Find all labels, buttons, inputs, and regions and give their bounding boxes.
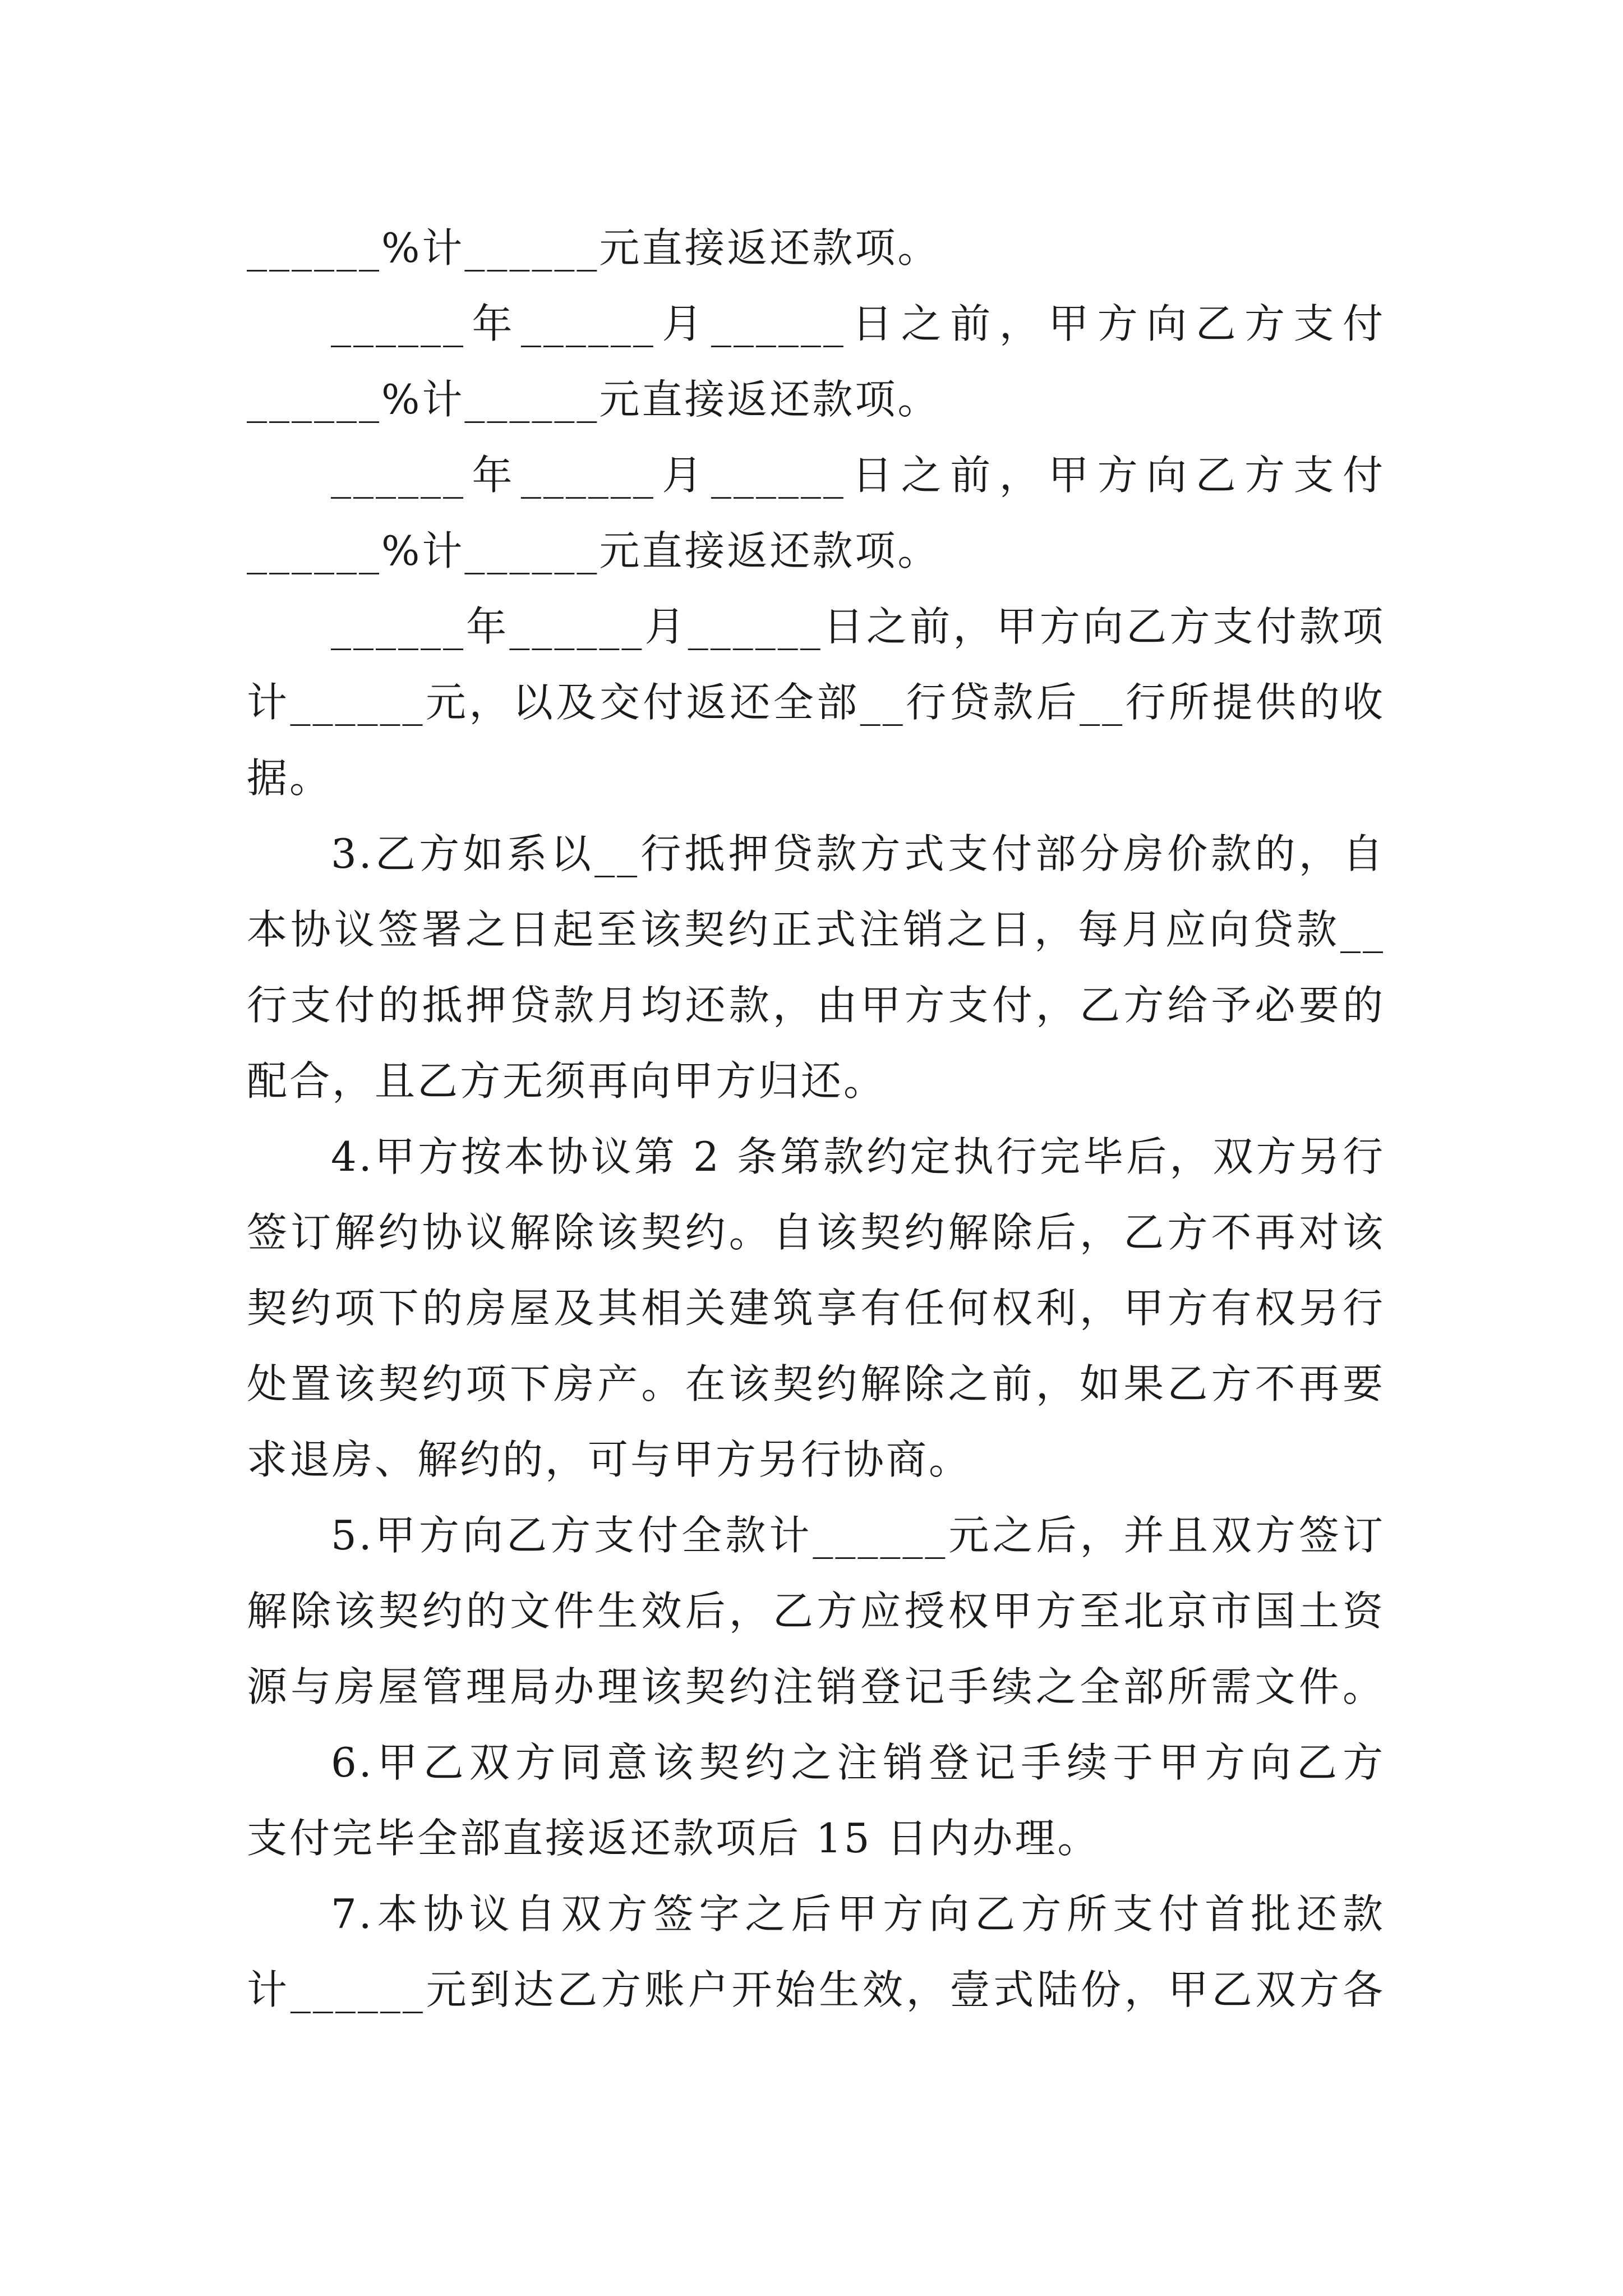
text-line: ______%计______元直接返还款项。 (247, 376, 940, 423)
text-line: 行支付的抵押贷款月均还款，由甲方支付，乙方给予必要的 (247, 982, 1385, 1029)
text-line: 契约项下的房屋及其相关建筑享有任何权利，甲方有权另行 (247, 1285, 1385, 1332)
text-line: 源与房屋管理局办理该契约注销登记手续之全部所需文件。 (247, 1663, 1385, 1710)
text-line: 本协议签署之日起至该契约正式注销之日，每月应向贷款__ (247, 906, 1385, 953)
text-line: 支付完毕全部直接返还款项后 15 日内办理。 (247, 1815, 1100, 1862)
text-line: 求退房、解约的，可与甲方另行协商。 (247, 1436, 972, 1483)
text-line: 5.甲方向乙方支付全款计______元之后，并且双方签订 (331, 1512, 1385, 1559)
text-line: 处置该契约项下房产。在该契约解除之前，如果乙方不再要 (247, 1360, 1385, 1407)
text-line: 计______元，以及交付返还全部__行贷款后__行所提供的收 (247, 679, 1385, 726)
text-line: ______%计______元直接返还款项。 (247, 527, 940, 574)
text-line: ______年______月______日之前，甲方向乙方支付款项 (331, 603, 1385, 650)
text-line: ______年______月______日之前，甲方向乙方支付 (331, 300, 1385, 347)
text-line: 配合，且乙方无须再向甲方归还。 (247, 1057, 887, 1105)
text-line: 计______元到达乙方账户开始生效，壹式陆份，甲乙双方各 (247, 1966, 1385, 2013)
text-line: 签订解约协议解除该契约。自该契约解除后，乙方不再对该 (247, 1209, 1385, 1256)
text-line: 解除该契约的文件生效后，乙方应授权甲方至北京市国土资 (247, 1588, 1385, 1635)
text-line: 6.甲乙双方同意该契约之注销登记手续于甲方向乙方 (331, 1739, 1385, 1786)
text-line: ______年______月______日之前，甲方向乙方支付 (331, 452, 1385, 499)
text-line: 据。 (247, 754, 333, 802)
text-line: 4.甲方按本协议第 2 条第款约定执行完毕后，双方另行 (331, 1133, 1385, 1180)
text-line: 3.乙方如系以__行抵押贷款方式支付部分房价款的，自 (331, 830, 1385, 877)
text-line: ______%计______元直接返还款项。 (247, 224, 940, 272)
text-line: 7.本协议自双方签字之后甲方向乙方所支付首批还款 (331, 1890, 1385, 1938)
